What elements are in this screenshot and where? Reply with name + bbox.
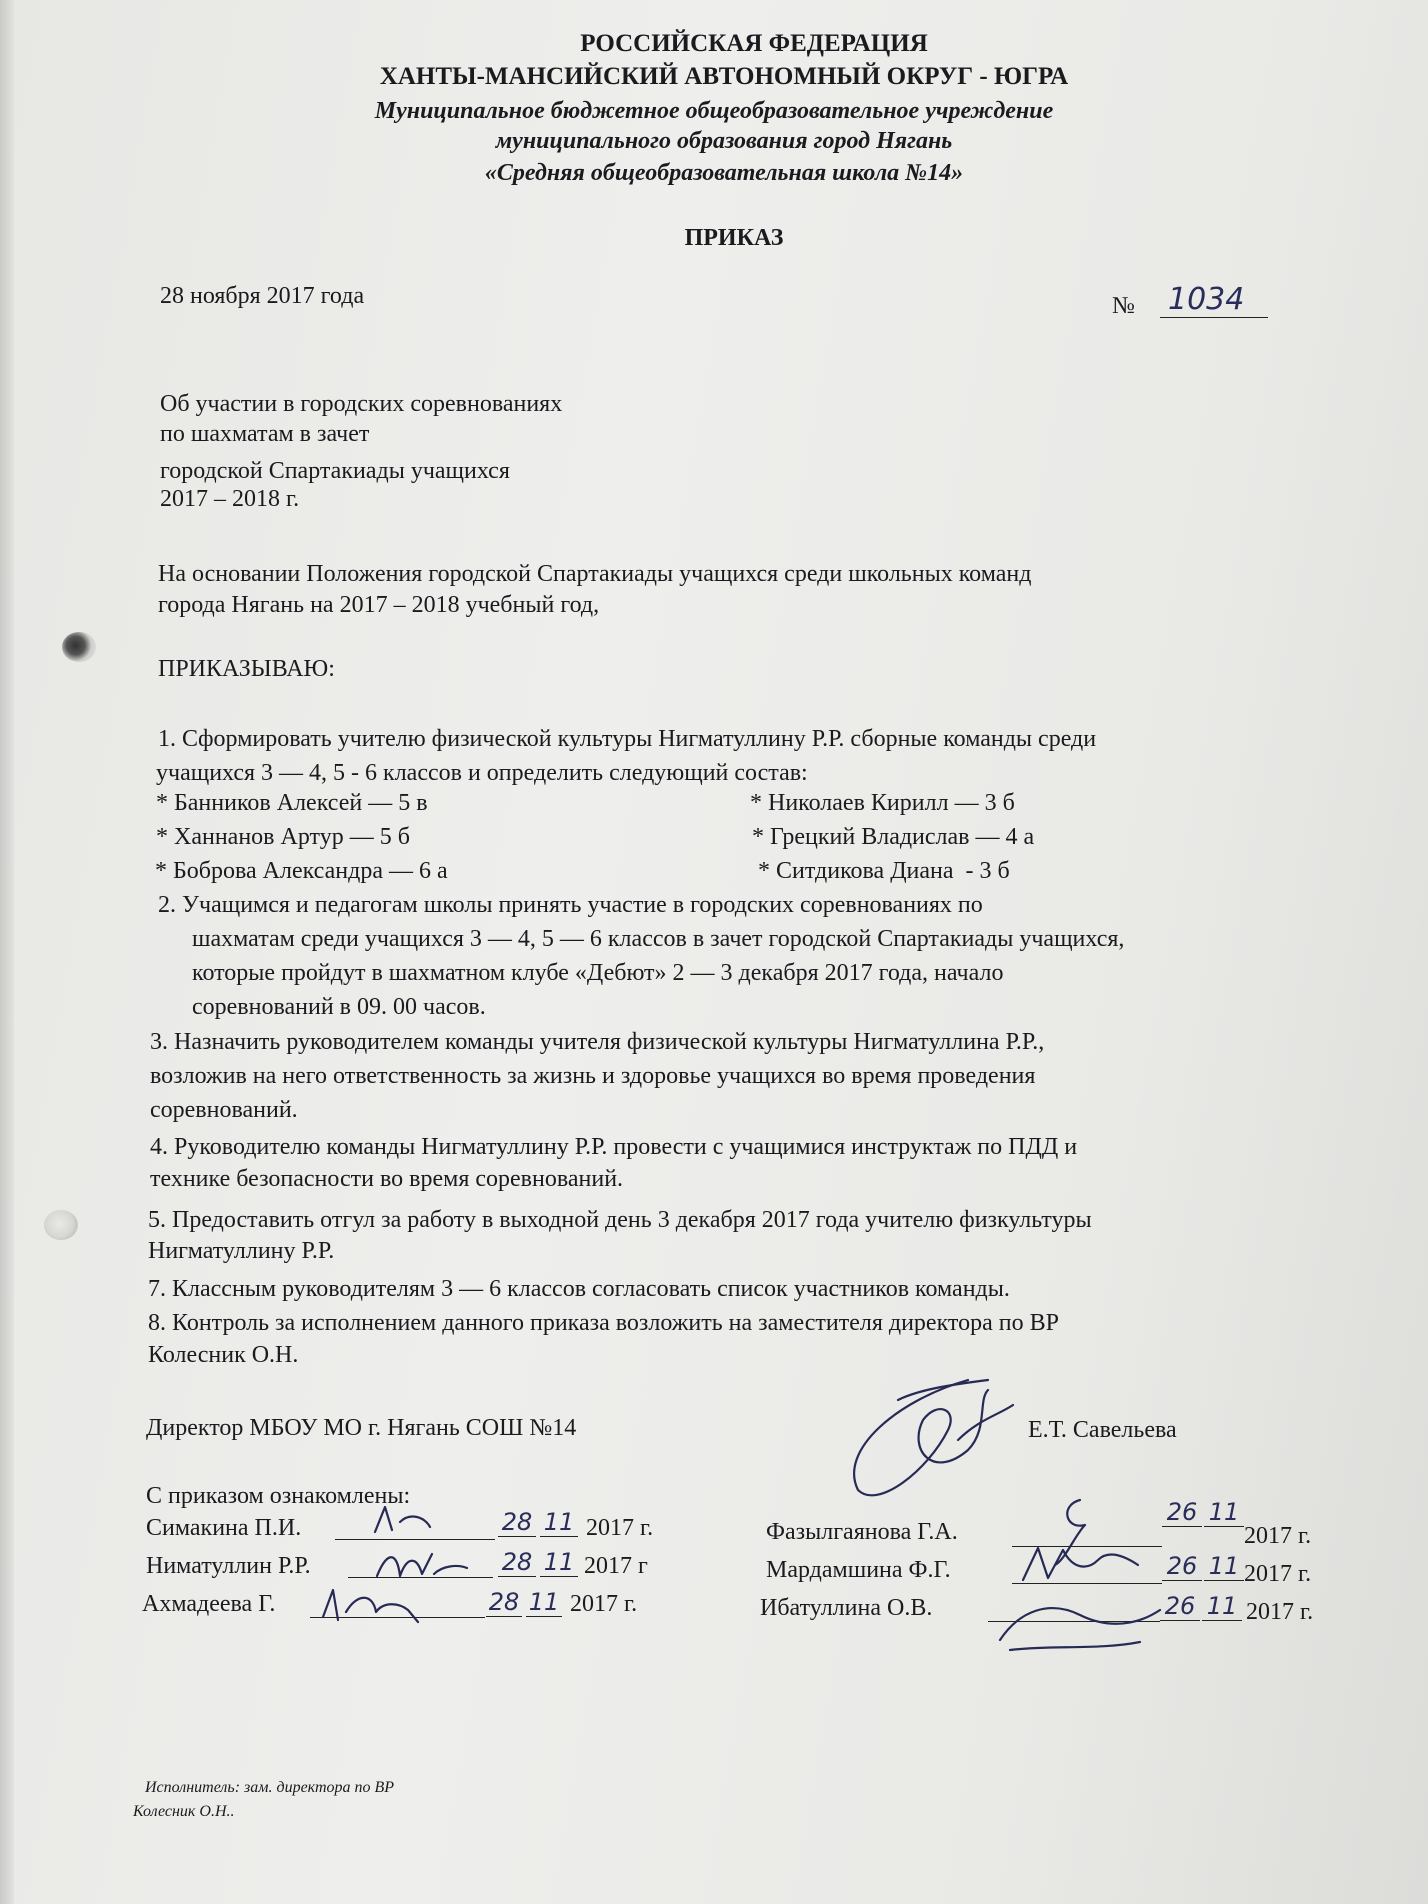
signature-akhmadeeva — [318, 1582, 428, 1632]
ack-day: 26 — [1160, 1592, 1200, 1621]
item-3-line: 3. Назначить руководителем команды учителя физической культуры Нигматуллина Р.Р., — [150, 1029, 1045, 1055]
executor-line: Колесник О.Н.. — [133, 1803, 235, 1820]
header-institution-type: Муниципальное бюджетное общеобразовательное учреждение — [374, 98, 1054, 124]
header-country: РОССИЙСКАЯ ФЕДЕРАЦИЯ — [580, 30, 928, 57]
ack-month: 11 — [1204, 1498, 1244, 1527]
header-municipality: муниципального образования город Нягань — [495, 128, 953, 154]
ack-year: 2017 г. — [1244, 1523, 1312, 1549]
ack-name: Ахмадеева Г. — [142, 1591, 276, 1617]
item-5-line: 5. Предоставить отгул за работу в выходной день 3 декабря 2017 года учителю физкультуры — [148, 1207, 1092, 1233]
item-5-line: Нигматуллину Р.Р. — [148, 1238, 335, 1264]
subject-line: по шахматам в зачет — [160, 421, 370, 447]
team-member: * Грецкий Владислав — 4 а — [752, 824, 1035, 850]
team-member: * Ситдикова Диана - 3 б — [752, 858, 1010, 884]
item-2-line: 2. Учащимся и педагогам школы принять участие в городских соревнованиях по — [158, 892, 983, 918]
signature-simakina — [370, 1502, 450, 1542]
ack-year: 2017 г. — [1246, 1599, 1314, 1625]
ack-month: 11 — [540, 1508, 578, 1537]
ack-name: Ибатуллина О.В. — [760, 1595, 933, 1621]
item-8-line: Колесник О.Н. — [148, 1342, 299, 1368]
header-school-name: «Средняя общеобразовательная школа №14» — [484, 160, 964, 186]
team-member: * Ханнанов Артур — 5 б — [156, 824, 410, 850]
basis-line: На основании Положения городской Спартакиады учащихся среди школьных команд — [158, 561, 1032, 587]
ack-name: Симакина П.И. — [146, 1515, 302, 1541]
subject-line: Об участии в городских соревнованиях — [160, 391, 563, 417]
item-4-line: технике безопасности во время соревнований. — [150, 1166, 624, 1192]
team-member: * Банников Алексей — 5 в — [156, 790, 428, 816]
acknowledged-label: С приказом ознакомлены: — [146, 1483, 411, 1509]
subject-line: городской Спартакиады учащихся — [160, 458, 510, 484]
ack-year: 2017 г — [584, 1553, 648, 1579]
ack-year: 2017 г. — [1244, 1561, 1312, 1587]
item-8-line: 8. Контроль за исполнением данного приказа возложить на заместителя директора по ВР — [148, 1310, 1059, 1336]
ack-name: Ниматуллин Р.Р. — [146, 1553, 311, 1579]
director-name: Е.Т. Савельева — [1028, 1417, 1177, 1443]
ack-day: 28 — [498, 1548, 536, 1577]
order-number-label: № — [1112, 293, 1135, 319]
item-7-line: 7. Классным руководителям 3 — 6 классов согласовать список участников команды. — [148, 1276, 1010, 1302]
signature-ibatullina — [990, 1590, 1170, 1660]
order-word: ПРИКАЗЫВАЮ: — [158, 656, 335, 682]
ack-name: Мардамшина Ф.Г. — [766, 1557, 951, 1583]
ack-day: 26 — [1162, 1552, 1202, 1581]
subject-line: 2017 – 2018 г. — [160, 486, 300, 512]
item-2-line: которые пройдут в шахматном клубе «Дебют» 2 — 3 декабря 2017 года, начало — [192, 960, 1004, 986]
director-signature — [838, 1360, 1038, 1510]
ack-month: 11 — [1202, 1592, 1242, 1621]
ack-year: 2017 г. — [570, 1591, 638, 1617]
document-type: ПРИКАЗ — [684, 225, 784, 251]
item-2-line: соревнований в 09. 00 часов. — [192, 994, 486, 1020]
ack-day: 26 — [1162, 1498, 1202, 1527]
item-1-line: учащихся 3 — 4, 5 - 6 классов и определить следующий состав: — [156, 760, 808, 786]
signature-nimatullin — [372, 1546, 472, 1586]
item-1-line: 1. Сформировать учителю физической культуры Нигматуллину Р.Р. сборные команды среди — [158, 726, 1097, 752]
ack-day: 28 — [498, 1508, 536, 1537]
ack-name: Фазылгаянова Г.А. — [766, 1519, 958, 1545]
team-member: * Боброва Александра — 6 а — [155, 858, 448, 884]
signature-mardamshina — [1018, 1540, 1148, 1590]
director-title: Директор МБОУ МО г. Нягань СОШ №14 — [146, 1415, 577, 1441]
ack-month: 11 — [526, 1588, 562, 1617]
item-2-line: шахматам среди учащихся 3 — 4, 5 — 6 классов в зачет городской Спартакиады учащихся, — [192, 926, 1125, 952]
ack-month: 11 — [1204, 1552, 1244, 1581]
order-date: 28 ноября 2017 года — [160, 283, 365, 309]
punch-hole-bottom — [44, 1210, 78, 1240]
punch-hole-top — [62, 632, 96, 662]
ack-day: 28 — [486, 1588, 522, 1617]
ack-year: 2017 г. — [586, 1515, 654, 1541]
item-3-line: возложив на него ответственность за жизнь и здоровье учащихся во время проведения — [150, 1063, 1036, 1089]
executor-line: Исполнитель: зам. директора по ВР — [145, 1779, 395, 1796]
paper-edge — [0, 0, 14, 1904]
order-number-handwritten: 1034 — [1160, 282, 1268, 318]
team-member: * Николаев Кирилл — 3 б — [750, 790, 1015, 816]
header-region: ХАНТЫ-МАНСИЙСКИЙ АВТОНОМНЫЙ ОКРУГ - ЮГРА — [379, 63, 1069, 90]
item-4-line: 4. Руководителю команды Нигматуллину Р.Р. провести с учащимися инструктаж по ПДД и — [150, 1134, 1078, 1160]
basis-line: города Нягань на 2017 – 2018 учебный год, — [158, 592, 600, 618]
ack-month: 11 — [540, 1548, 578, 1577]
item-3-line: соревнований. — [150, 1097, 298, 1123]
